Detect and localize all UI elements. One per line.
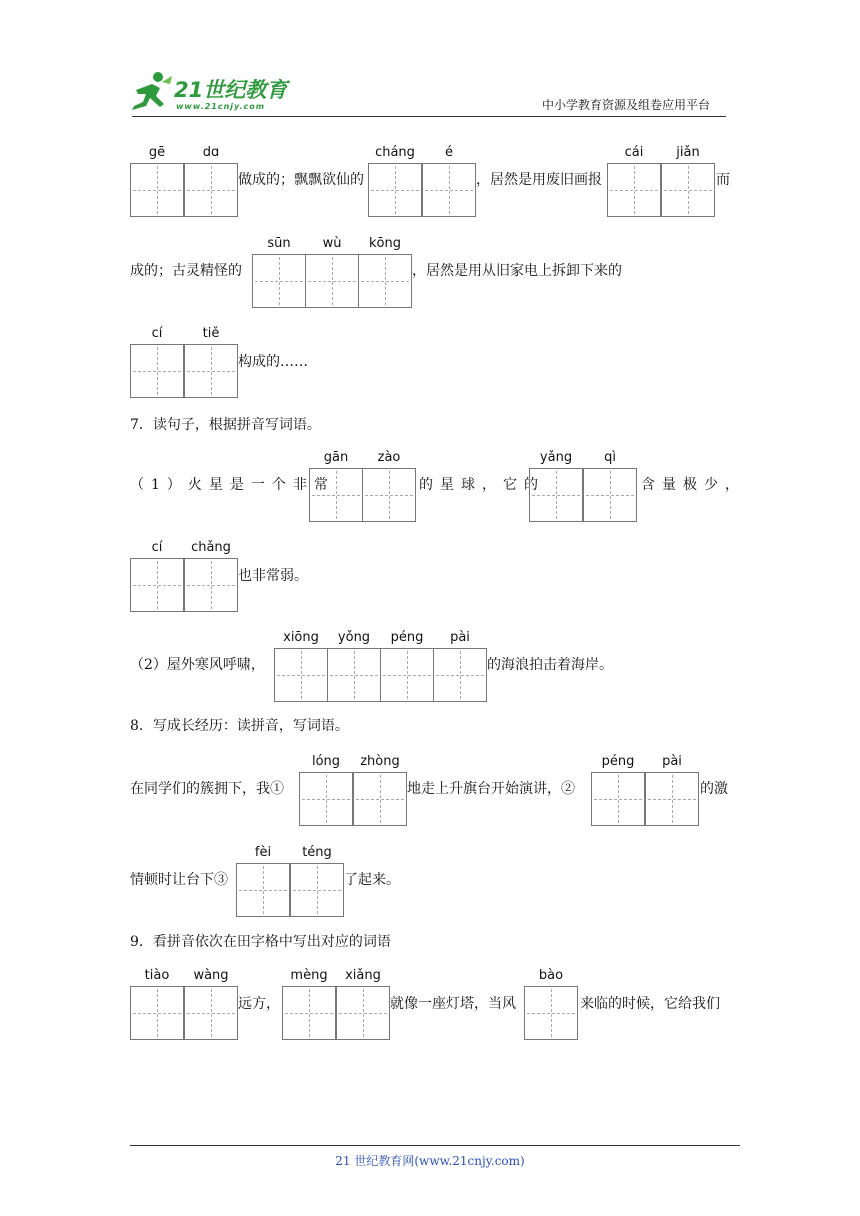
tianzige-box[interactable] — [130, 986, 184, 1040]
q8-text-2: 地走上升旗台开始演讲，② — [407, 781, 575, 797]
tianzige-box[interactable] — [299, 772, 353, 826]
logo — [128, 70, 298, 116]
tianzige-box[interactable] — [380, 648, 434, 702]
tianzige-box[interactable] — [353, 772, 407, 826]
pinyin-xiong: xiōng — [283, 630, 319, 645]
pinyin-sun: sūn — [267, 236, 291, 251]
q8-text-1: 在同学们的簇拥下，我① — [130, 781, 284, 797]
tianzige-box[interactable] — [362, 468, 416, 522]
pinyin-teng: téng — [302, 845, 332, 860]
pinyin-bao: bào — [538, 968, 564, 983]
pinyin-qi: qì — [604, 450, 616, 465]
tianzige-box[interactable] — [130, 163, 184, 217]
pinyin-zhong: zhòng — [360, 754, 400, 769]
tianzige-box[interactable] — [130, 344, 184, 398]
footer-divider — [130, 1145, 740, 1146]
tianzige-box[interactable] — [282, 986, 336, 1040]
pinyin-yong: yǒng — [337, 630, 371, 645]
pinyin-wu: wù — [322, 236, 342, 251]
pinyin-yang: yǎng — [539, 450, 573, 465]
q7-s1-text-d: 也非常弱。 — [238, 568, 308, 584]
q7-s2-text-a: （2）屋外寒风呼啸， — [130, 657, 265, 673]
logo-url: www.21cnjy.com — [176, 102, 266, 111]
tianzige-box[interactable] — [368, 163, 422, 217]
tianzige-box[interactable] — [607, 163, 661, 217]
tianzige-box[interactable] — [184, 986, 238, 1040]
pinyin-zao: zào — [377, 450, 401, 465]
q9-text-2: 就像一座灯塔，当风 — [390, 996, 516, 1012]
tianzige-box[interactable] — [336, 986, 390, 1040]
pinyin-chang: cháng — [375, 145, 415, 160]
pinyin-tiao: tiào — [144, 968, 170, 983]
pinyin-chang: chǎng — [191, 540, 231, 555]
q6-text-1: 做成的；飘飘欲仙的 — [238, 172, 364, 188]
q6-text-2: ，居然是用废旧画报 — [476, 172, 602, 188]
q9-text-1: 远方， — [238, 996, 280, 1012]
tianzige-box[interactable] — [645, 772, 699, 826]
pinyin-xiang: xiǎng — [345, 968, 381, 983]
tianzige-box[interactable] — [130, 558, 184, 612]
pinyin-ci: cí — [151, 326, 163, 341]
tianzige-box[interactable] — [583, 468, 637, 522]
q6-text-3: 而 — [716, 172, 730, 188]
tianzige-box[interactable] — [305, 254, 359, 308]
tianzige-box[interactable] — [661, 163, 715, 217]
pinyin-peng: péng — [601, 754, 635, 769]
tianzige-box[interactable] — [236, 863, 290, 917]
tianzige-box[interactable] — [422, 163, 476, 217]
q7-s1-text-a: （1）火星是一个非常 — [130, 477, 335, 493]
pinyin-cai: cái — [624, 145, 644, 160]
q8-heading: 8．写成长经历：读拼音，写词语。 — [130, 718, 349, 734]
q8-text-3: 的激 — [700, 781, 728, 797]
pinyin-jian: jiǎn — [676, 145, 700, 160]
q7-s2-text-b: 的海浪拍击着海岸。 — [487, 657, 613, 673]
tianzige-box[interactable] — [529, 468, 583, 522]
q9-text-3: 来临的时候，它给我们 — [580, 996, 720, 1012]
q6-text-6: 构成的…… — [238, 354, 308, 370]
pinyin-pai: pài — [450, 630, 470, 645]
header-platform-text: 中小学教育资源及组卷应用平台 — [542, 98, 711, 112]
q8-text-4: 情顿时让台下③ — [130, 872, 228, 888]
logo-title: 21世纪教育 — [174, 78, 288, 102]
tianzige-box[interactable] — [184, 163, 238, 217]
tianzige-box[interactable] — [591, 772, 645, 826]
footer-text[interactable]: 21 世纪教育网(www.21cnjy.com) — [335, 1154, 525, 1168]
pinyin-long: lóng — [311, 754, 341, 769]
runner-logo-icon — [128, 70, 174, 114]
pinyin-peng: péng — [390, 630, 424, 645]
q7-s1-text-c: 含量极少， — [641, 477, 746, 493]
q7-s1-text-b: 的星球，它的 — [419, 477, 545, 493]
header-divider — [132, 116, 726, 117]
tianzige-box[interactable] — [184, 558, 238, 612]
q9-heading: 9．看拼音依次在田字格中写出对应的词语 — [130, 934, 391, 950]
tianzige-box[interactable] — [433, 648, 487, 702]
q8-text-5: 了起来。 — [344, 872, 400, 888]
tianzige-box[interactable] — [184, 344, 238, 398]
tianzige-box[interactable] — [290, 863, 344, 917]
pinyin-tie: tiě — [202, 326, 220, 341]
pinyin-kong: kōng — [369, 236, 401, 251]
tianzige-box[interactable] — [524, 986, 578, 1040]
pinyin-ge: gē — [148, 145, 166, 160]
pinyin-pai: pài — [662, 754, 682, 769]
q6-text-4: 成的；古灵精怪的 — [130, 263, 242, 279]
q7-heading: 7．读句子，根据拼音写词语。 — [130, 417, 321, 433]
pinyin-gan: gān — [323, 450, 349, 465]
tianzige-box[interactable] — [358, 254, 412, 308]
pinyin-da: dɑ — [202, 145, 220, 160]
tianzige-box[interactable] — [274, 648, 328, 702]
tianzige-box[interactable] — [252, 254, 306, 308]
tianzige-box[interactable] — [327, 648, 381, 702]
pinyin-fei: fèi — [254, 845, 272, 860]
pinyin-ci: cí — [151, 540, 163, 555]
pinyin-meng: mèng — [290, 968, 328, 983]
pinyin-e: é — [445, 145, 453, 160]
q6-text-5: ，居然是用从旧家电上拆卸下来的 — [412, 263, 622, 279]
tianzige-box[interactable] — [309, 468, 363, 522]
pinyin-wang: wàng — [193, 968, 229, 983]
